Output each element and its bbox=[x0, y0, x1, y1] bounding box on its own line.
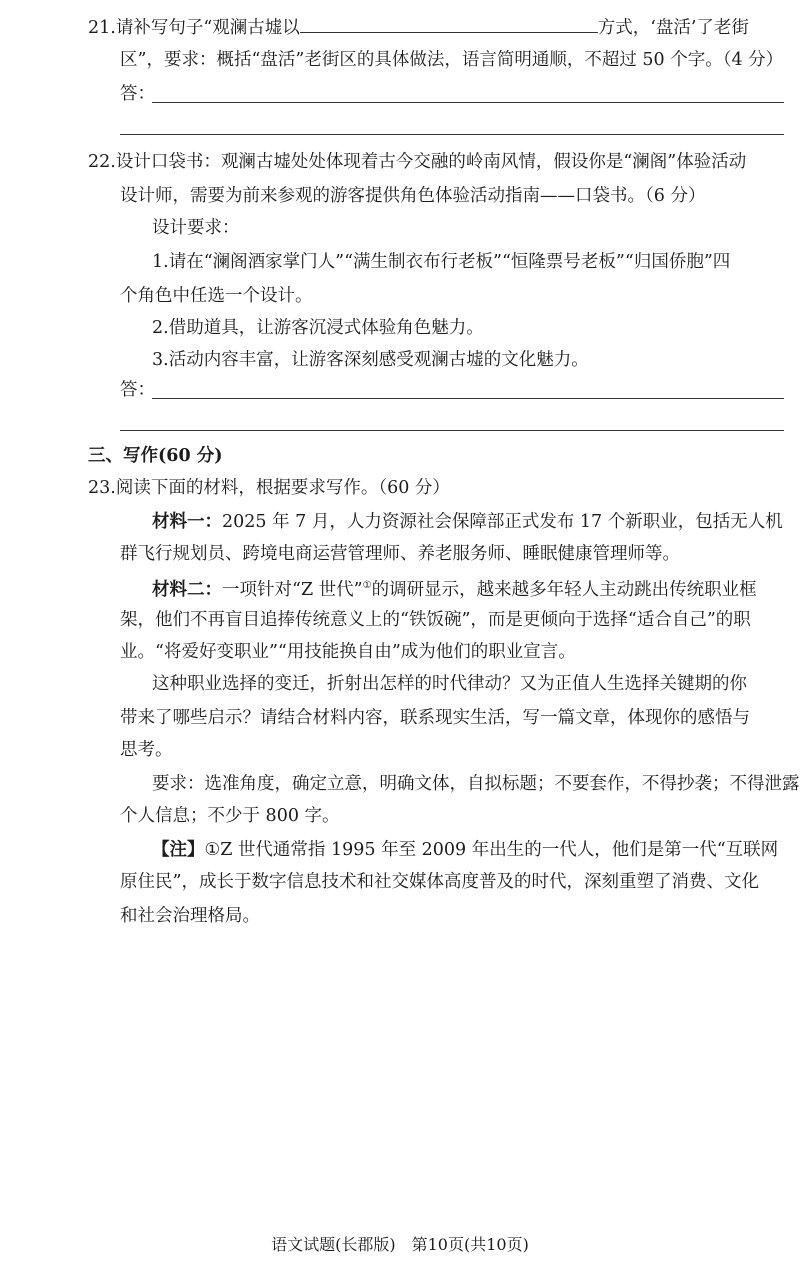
q23-prompt-line1: 这种职业选择的变迁，折射出怎样的时代律动？又为正值人生选择关键期的你 bbox=[152, 674, 747, 694]
q21-fill-blank[interactable] bbox=[300, 14, 598, 33]
q23-material1-line2: 群飞行规划员、跨境电商运营管理师、养老服务师、睡眠健康管理师等。 bbox=[120, 544, 680, 564]
q23-material2-line2: 架，他们不再盲目追捧传统意义上的“铁饭碗”，而是更倾向于选择“适合自己”的职 bbox=[120, 610, 751, 630]
q22-req1-line1: 1.请在“澜阁酒家掌门人”“满生制衣布行老板”“恒隆票号老板”“归国侨胞”四 bbox=[152, 252, 731, 272]
q23-requirements-line1: 要求：选准角度，确定立意，明确文体，自拟标题；不要套作，不得抄袭；不得泄露 bbox=[152, 774, 800, 794]
q23-line1: 23.阅读下面的材料，根据要求写作。（60 分） bbox=[88, 478, 450, 498]
q22-req2: 2.借助道具，让游客沉浸式体验角色魅力。 bbox=[152, 318, 484, 338]
q23-note-line1 bbox=[152, 838, 778, 862]
material2-label: 材料二： bbox=[152, 579, 222, 600]
q21-prefix: 21.请补写句子“观澜古墟以 bbox=[88, 18, 300, 38]
material1-label: 材料一： bbox=[152, 512, 222, 532]
q22-req-title: 设计要求： bbox=[152, 218, 240, 238]
q21-suffix: 方式，‘盘活’了老街 bbox=[597, 18, 749, 38]
q23-material1-line1 bbox=[152, 510, 783, 534]
q22-answer-line-2[interactable] bbox=[120, 430, 784, 431]
q22-req1-line2: 个角色中任选一个设计。 bbox=[120, 286, 313, 306]
q23-requirements-line2: 个人信息；不少于 800 字。 bbox=[120, 806, 340, 826]
q21-line2: 区”，要求：概括“盘活”老街区的具体做法，语言简明通顺，不超过 50 个字。（4 分） bbox=[120, 50, 784, 70]
q22-line1: 22.设计口袋书：观澜古墟处处体现着古今交融的岭南风情，假设你是“澜阁”体验活动 bbox=[88, 152, 747, 172]
q22-line2: 设计师，需要为前来参观的游客提供角色体验活动指南——口袋书。（6 分） bbox=[120, 186, 706, 206]
material2-text-a: 一项针对“Z 世代” bbox=[222, 579, 363, 600]
q23-material2-line3: 业。“将爱好变职业”“用技能换自由”成为他们的职业宣言。 bbox=[120, 642, 576, 662]
note-label: 【注】 bbox=[152, 840, 205, 860]
material1-text: 2025 年 7 月，人力资源社会保障部正式发布 17 个新职业，包括无人机 bbox=[222, 512, 783, 532]
section3-heading: 三、写作(60 分) bbox=[88, 446, 223, 466]
q21-answer-line-1[interactable] bbox=[152, 102, 784, 103]
material2-text-b: 的调研显示，越来越多年轻人主动跳出传统职业框 bbox=[371, 579, 757, 600]
q23-note-line2: 原住民”，成长于数字信息技术和社交媒体高度普及的时代，深刻重塑了消费、文化 bbox=[120, 872, 759, 892]
q21-answer-line-2[interactable] bbox=[120, 134, 784, 135]
footnote-marker: ① bbox=[362, 580, 372, 591]
q23-note-line3: 和社会治理格局。 bbox=[120, 906, 260, 926]
q22-answer-line-1[interactable] bbox=[152, 398, 784, 399]
page-footer: 语文试题(长郡版) 第10页(共10页) bbox=[271, 1235, 529, 1254]
q23-prompt-line2: 带来了哪些启示？请结合材料内容，联系现实生活，写一篇文章，体现你的感悟与 bbox=[120, 708, 750, 728]
q22-req3: 3.活动内容丰富，让游客深刻感受观澜古墟的文化魅力。 bbox=[152, 350, 589, 370]
q23-prompt-line3: 思考。 bbox=[120, 740, 173, 760]
q22-answer-label: 答： bbox=[120, 380, 155, 400]
q21-line1 bbox=[88, 14, 749, 40]
note-text: ①Z 世代通常指 1995 年至 2009 年出生的一代人，他们是第一代“互联网 bbox=[204, 840, 779, 860]
q23-material2-line1 bbox=[152, 574, 757, 602]
q21-answer-label: 答： bbox=[120, 84, 155, 104]
